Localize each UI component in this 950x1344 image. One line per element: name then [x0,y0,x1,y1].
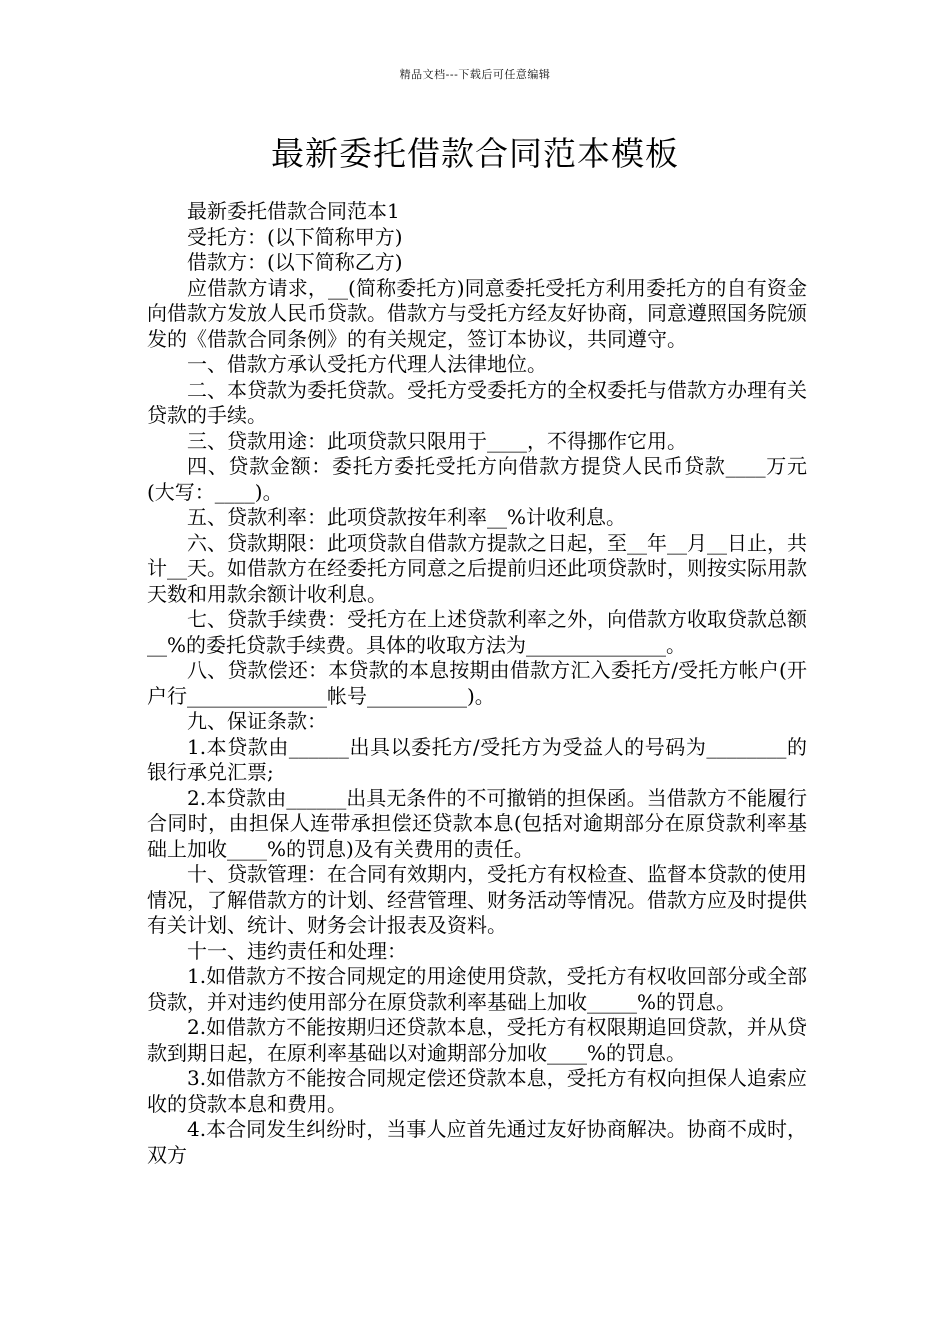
paragraph: 三、贷款用途：此项贷款只限用于____，不得挪作它用。 [187,428,687,453]
paragraph: 八、贷款偿还：本贷款的本息按期由借款方汇入委托方/受托方帐户(开户行______________帐号__________)。 [147,658,807,708]
paragraph: 借款方：(以下简称乙方) [187,250,403,274]
header-note: 精品文档---下载后可任意编辑 [399,68,551,81]
paragraph: 六、贷款期限：此项贷款自借款方提款之日起，至__年__月__日止，共计__天。如借款方在经委托方同意之后提前归还此项贷款时，则按实际用款天数和用款余额计收利息。 [147,530,807,606]
paragraph: 九、保证条款： [187,709,327,733]
paragraph: 应借款方请求，__(简称委托方)同意委托受托方利用委托方的自有资金向借款方发放人民币贷款。借款方与受托方经友好协商，同意遵照国务院颁发的《借款合同条例》的有关规定，签订本协议，共同遵守。 [147,275,807,351]
paragraph: 2.如借款方不能按期归还贷款本息，受托方有权限期追回贷款，并从贷款到期日起，在原利率基础以对逾期部分加收____%的罚息。 [147,1015,807,1065]
document-title: 最新委托借款合同范本模板 [271,134,679,173]
paragraph: 十、贷款管理：在合同有效期内，受托方有权检查、监督本贷款的使用情况，了解借款方的计划、经营管理、财务活动等情况。借款方应及时提供有关计划、统计、财务会计报表及资料。 [147,862,807,937]
paragraph: 七、贷款手续费：受托方在上述贷款利率之外，向借款方收取贷款总额__%的委托贷款手续费。具体的收取方法为______________。 [147,607,807,657]
paragraph: 二、本贷款为委托贷款。受托方受委托方的全权委托与借款方办理有关贷款的手续。 [147,377,807,427]
document-body [147,199,807,1168]
paragraph: 受托方：(以下简称甲方) [187,224,403,249]
paragraph: 3.如借款方不能按合同规定偿还贷款本息，受托方有权向担保人追索应收的贷款本息和费用。 [147,1066,807,1116]
paragraph: 4.本合同发生纠纷时，当事人应首先通过友好协商解决。协商不成时，双方 [147,1117,807,1167]
paragraph: 四、贷款金额：委托方委托受托方向借款方提贷人民币贷款____万元(大写：____)。 [147,454,807,504]
paragraph: 1.本贷款由______出具以委托方/受托方为受益人的号码为________的银行承兑汇票; [147,734,807,784]
paragraph: 1.如借款方不按合同规定的用途使用贷款，受托方有权收回部分或全部贷款，并对违约使用部分在原贷款利率基础上加收_____%的罚息。 [147,964,807,1014]
paragraph: 最新委托借款合同范本1 [187,199,400,223]
paragraph: 一、借款方承认受托方代理人法律地位。 [187,352,547,376]
paragraph: 十一、违约责任和处理： [187,938,407,963]
paragraph: 2.本贷款由______出具无条件的不可撤销的担保函。当借款方不能履行合同时，由担保人连带承担偿还贷款本息(包括对逾期部分在原贷款利率基础上加收____%的罚息)及有关费用的责任。 [147,785,807,861]
paragraph: 五、贷款利率：此项贷款按年利率__%计收利息。 [187,505,627,529]
